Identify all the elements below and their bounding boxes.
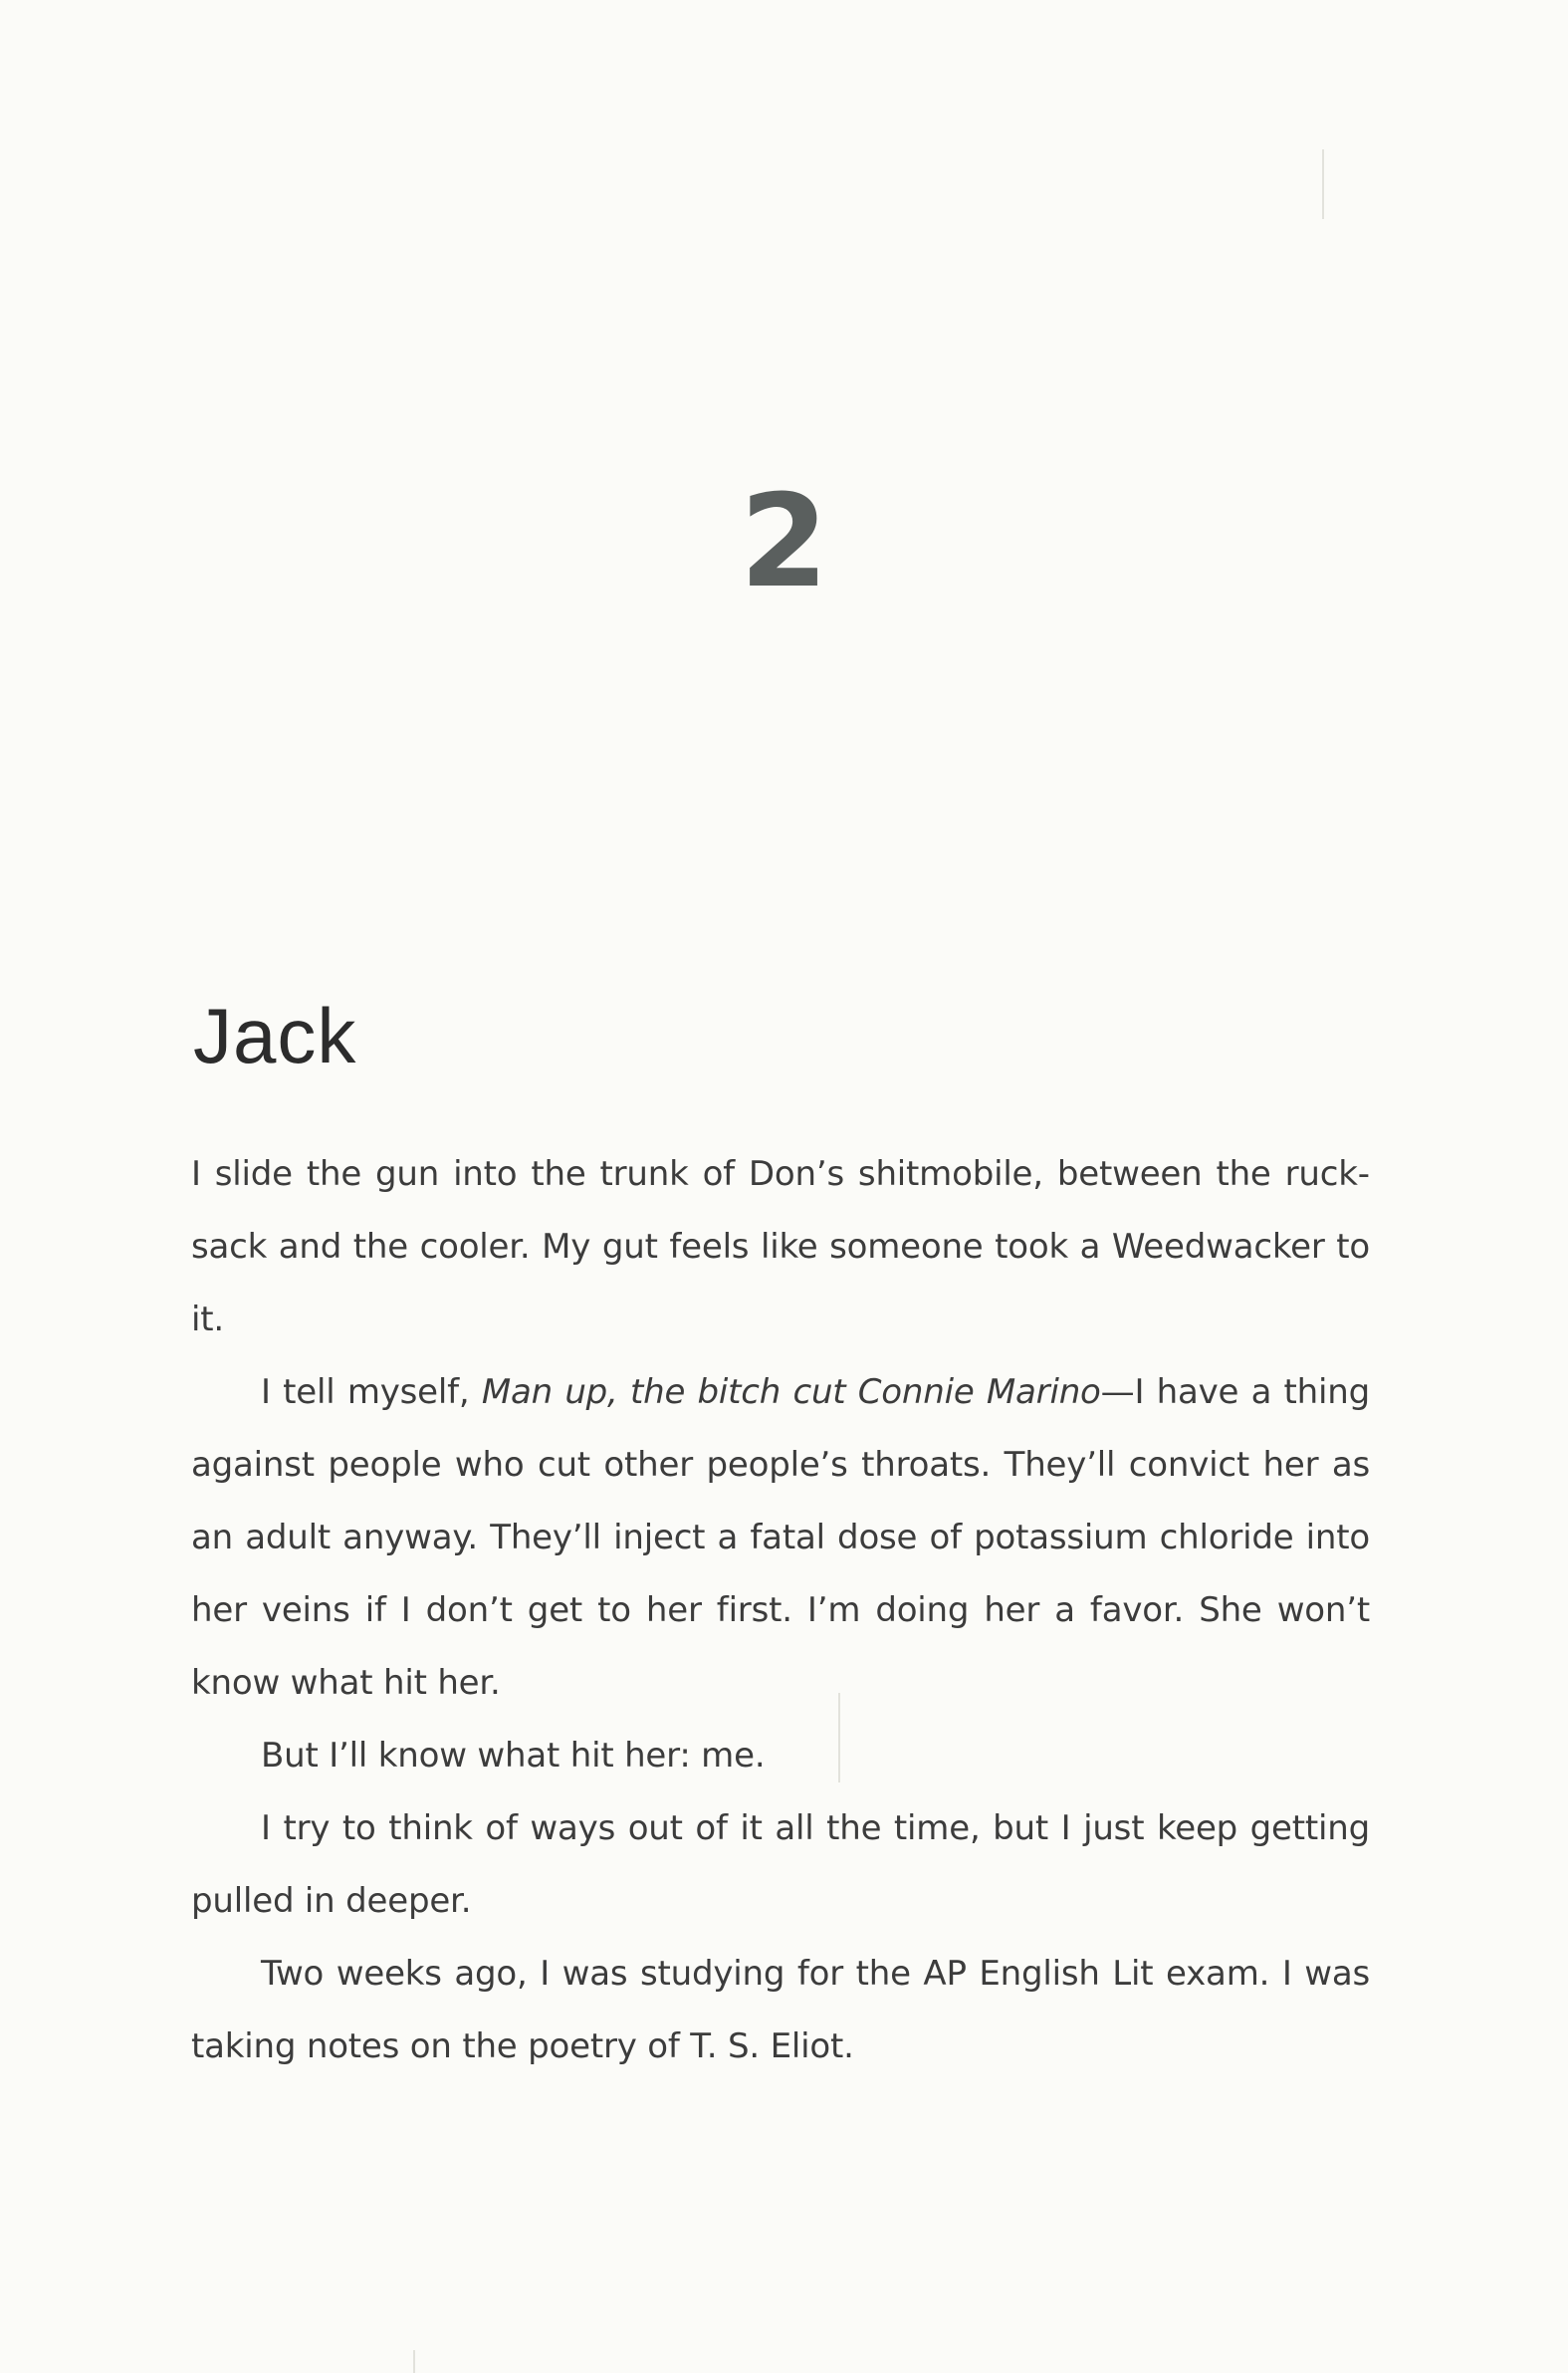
paragraph <box>191 1938 1370 2083</box>
chapter-number: 2 <box>739 468 829 616</box>
paragraph-text: Two weeks ago, I was studying for the AP English Lit exam. I was taking notes on the poetry of T. S. Eliot. <box>191 1954 1370 2066</box>
scan-artifact <box>413 2350 415 2373</box>
paragraph <box>191 1792 1370 1938</box>
paragraph-text: I tell myself, <box>261 1372 482 1412</box>
paragraph-text: I try to think of ways out of it all the time, but I just keep getting pulled in deeper. <box>191 1808 1370 1921</box>
paragraph-text: I slide the gun into the trunk of Don’s shitmobile, between the rucksack and the cooler. My gut feels like someone took a Weedwacker to it. <box>191 1154 1370 1339</box>
chapter-title: Jack <box>193 992 357 1079</box>
paragraph <box>191 1356 1370 1720</box>
paragraph <box>191 1720 1370 1792</box>
scan-artifact <box>838 1693 840 1782</box>
scan-artifact <box>1322 149 1324 219</box>
paragraph-text: —I have a thing against people who cut other people’s throats. They’ll convict her as an adult anyway. They’ll inject a fatal dose of potassium chloride into her veins if I don’t get to her first. I’m doing her a favor. She won’t know what hit her. <box>191 1372 1370 1703</box>
paragraph-text: But I’ll know what hit her: me. <box>261 1736 766 1776</box>
italic-thought: Man up, the bitch cut Connie Marino <box>481 1372 1101 1412</box>
chapter-body <box>191 1138 1370 2083</box>
paragraph <box>191 1138 1370 1356</box>
